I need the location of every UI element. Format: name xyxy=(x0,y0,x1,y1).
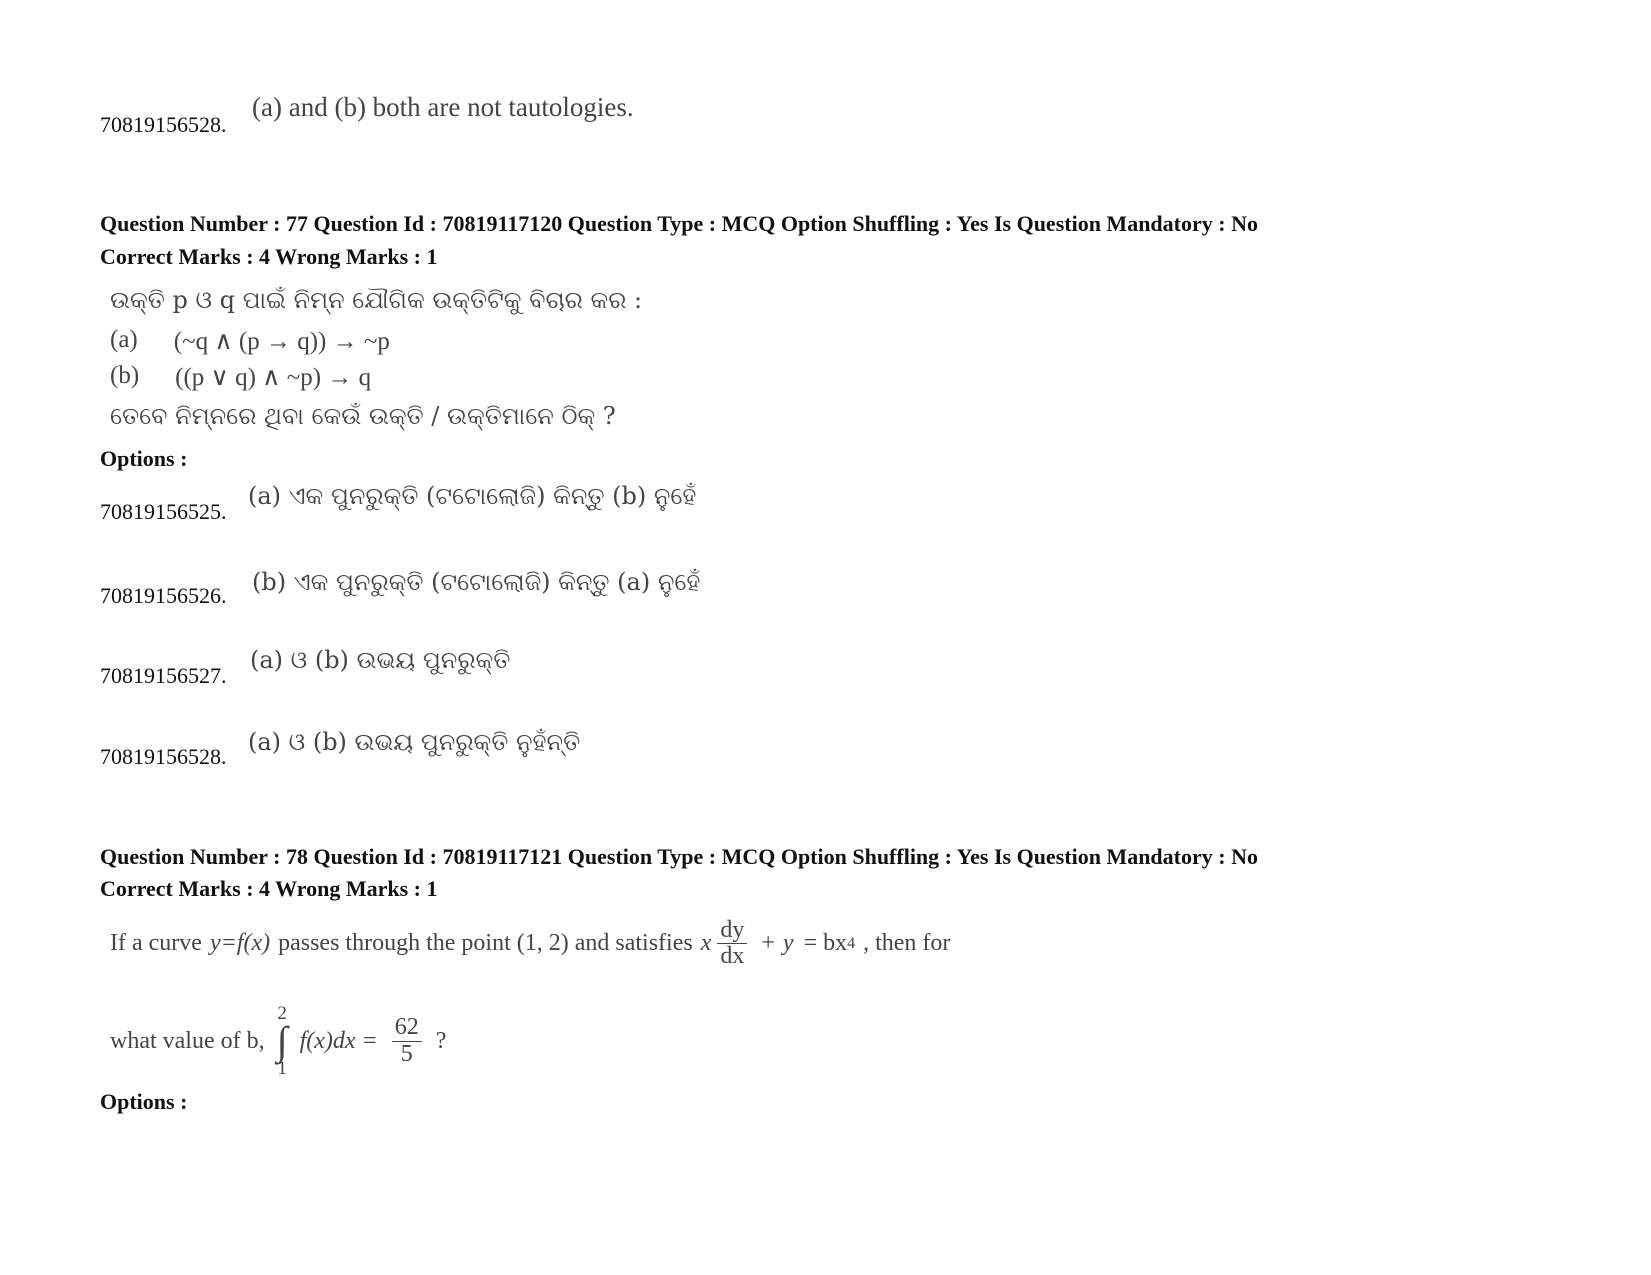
plus-sign: + xyxy=(761,930,775,957)
question-stem-line1 xyxy=(110,918,950,969)
statement-b-label: (b) xyxy=(110,362,140,389)
question-stem-intro: ଉକ୍ତି p ଓ q ପାଇଁ ନିମ୍ନ ଯୌଗିକ ଉକ୍ତିଟିକୁ ବିଚାର କର : xyxy=(110,286,643,314)
definite-integral xyxy=(277,1004,288,1078)
equation-rhs: = bx xyxy=(803,930,848,957)
variable-y: y xyxy=(782,930,794,957)
integrand: f(x)dx = xyxy=(299,1027,378,1054)
statement-a xyxy=(110,326,390,356)
integral-lower-limit: 1 xyxy=(277,1058,287,1079)
integral-upper-limit: 2 xyxy=(277,1003,287,1024)
option-id: 70819156528. xyxy=(100,744,227,769)
option-text: (a) and (b) both are not tautologies. xyxy=(252,92,634,122)
options-label: Options : xyxy=(100,446,188,471)
option-text: (a) ଏକ ପୁନରୁକ୍ତି (ଟଟୋଲୋଜି) କିନ୍ତୁ (b) ନୁହେଁ xyxy=(248,482,697,510)
curve-expression: y=f(x) xyxy=(209,930,271,957)
fraction-denominator: dx xyxy=(720,943,745,970)
derivative-fraction xyxy=(717,918,747,969)
question-stem-line2 xyxy=(110,1004,446,1078)
stem-text: , then for xyxy=(863,930,951,957)
question-marks: Correct Marks : 4 Wrong Marks : 1 xyxy=(100,244,438,269)
question-header: Question Number : 78 Question Id : 70819117121 Question Type : MCQ Option Shuffling : Yes Is Question Mandatory : No xyxy=(100,844,1258,869)
question-mark: ? xyxy=(435,1027,447,1054)
value-fraction xyxy=(392,1015,422,1066)
option-text: (a) ଓ (b) ଉଭୟ ପୁନରୁକ୍ତି ନୁହଁନ୍ତି xyxy=(248,728,581,756)
stem-text: If a curve xyxy=(110,930,202,957)
statement-a-formula: (~q ∧ (p → q)) → ~p xyxy=(173,328,390,355)
stem-text: what value of b, xyxy=(110,1027,265,1054)
stem-text: passes through the point (1, 2) and satisfies xyxy=(278,930,693,957)
option-id: 70819156528. xyxy=(100,112,227,137)
integral-sign: ∫ xyxy=(276,1018,288,1063)
question-header: Question Number : 77 Question Id : 70819117120 Question Type : MCQ Option Shuffling : Yes Is Question Mandatory : No xyxy=(100,211,1258,236)
option-id: 70819156526. xyxy=(100,583,227,608)
question-marks: Correct Marks : 4 Wrong Marks : 1 xyxy=(100,876,438,901)
option-id: 70819156525. xyxy=(100,499,227,524)
question-stem-question: ତେବେ ନିମ୍ନରେ ଥିବା କେଉଁ ଉକ୍ତି / ଉକ୍ତିମାନେ ଠିକ୍ ? xyxy=(110,402,616,430)
exponent: 4 xyxy=(847,934,856,952)
statement-a-label: (a) xyxy=(110,326,138,353)
statement-b-formula: ((p ∨ q) ∧ ~p) → q xyxy=(175,364,372,391)
variable-x: x xyxy=(700,930,712,957)
fraction-numerator: 62 xyxy=(392,1015,422,1041)
option-text: (a) ଓ (b) ଉଭୟ ପୁନରୁକ୍ତି xyxy=(250,646,511,674)
fraction-denominator: 5 xyxy=(400,1040,413,1067)
option-id: 70819156527. xyxy=(100,663,227,688)
differential-equation xyxy=(701,918,855,969)
options-label: Options : xyxy=(100,1089,188,1114)
statement-b xyxy=(110,362,371,392)
fraction-numerator: dy xyxy=(717,918,747,944)
option-text: (b) ଏକ ପୁନରୁକ୍ତି (ଟଟୋଲୋଜି) କିନ୍ତୁ (a) ନୁହେଁ xyxy=(252,568,701,596)
